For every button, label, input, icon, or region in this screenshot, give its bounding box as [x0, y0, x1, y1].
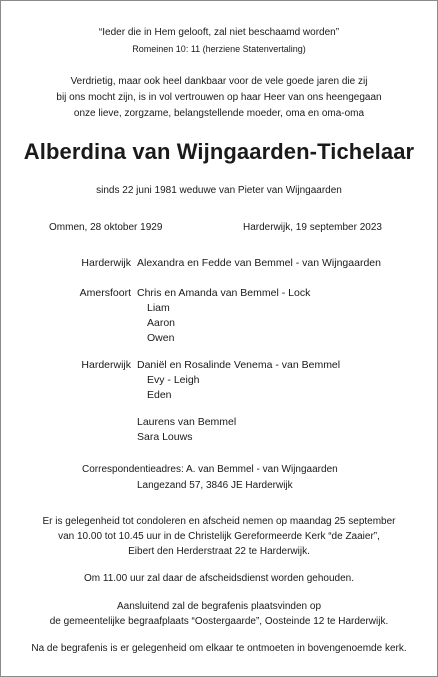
grandchild-name: Liam: [147, 302, 170, 314]
burial-line-2: de gemeentelijke begraafplaats “Oostergaarde”, Oosteinde 12 te Harderwijk.: [49, 616, 389, 627]
widow-line: sinds 22 juni 1981 weduwe van Pieter van Wijngaarden: [96, 185, 342, 196]
family-place: Amersfoort: [79, 287, 131, 299]
family-place: Harderwijk: [81, 257, 131, 269]
intro-line-3: onze lieve, zorgzame, belangstellende moeder, oma en oma-oma: [73, 108, 365, 119]
family-member: Daniël en Rosalinde Venema - van Bemmel: [137, 359, 341, 371]
service-line: Om 11.00 uur zal daar de afscheidsdienst worden gehouden.: [84, 573, 354, 584]
grandchild-name: Evy - Leigh: [147, 374, 200, 386]
family-member: Laurens van Bemmel: [137, 416, 237, 428]
grandchild-name: Owen: [147, 332, 175, 344]
birth-info: Ommen, 28 oktober 1929: [49, 222, 163, 233]
condolence-line-2: van 10.00 tot 10.45 uur in de Christelijk Gereformeerde Kerk “de Zaaier”,: [58, 531, 380, 542]
family-member: Chris en Amanda van Bemmel - Lock: [137, 287, 311, 299]
deceased-name: Alberdina van Wijngaarden-Tichelaar: [23, 139, 415, 164]
grandchild-name: Eden: [147, 389, 172, 401]
family-place: Harderwijk: [81, 359, 131, 371]
intro-line-1: Verdrietig, maar ook heel dankbaar voor de vele goede jaren die zij: [70, 76, 368, 87]
correspondence-address: Correspondentieadres: A. van Bemmel - van Wijngaarden: [82, 464, 338, 475]
family-member: Alexandra en Fedde van Bemmel - van Wijngaarden: [137, 257, 381, 269]
after-funeral-line: Na de begrafenis is er gelegenheid om elkaar te ontmoeten in bovengenoemde kerk.: [31, 643, 407, 654]
intro-line-2: bij ons mocht zijn, is in vol vertrouwen op haar Heer van ons heengegaan: [56, 92, 382, 103]
condolence-line-3: Eibert den Herderstraat 22 te Harderwijk.: [128, 546, 310, 557]
grandchild-name: Aaron: [147, 317, 176, 329]
death-info: Harderwijk, 19 september 2023: [243, 222, 382, 233]
family-member: Sara Louws: [137, 431, 193, 443]
correspondence-street: Langezand 57, 3846 JE Harderwijk: [137, 480, 293, 491]
burial-line-1: Aansluitend zal de begrafenis plaatsvinden op: [116, 601, 322, 612]
condolence-line-1: Er is gelegenheid tot condoleren en afscheid nemen op maandag 25 september: [42, 516, 396, 527]
bible-quote: “Ieder die in Hem gelooft, zal niet beschaamd worden”: [98, 27, 340, 38]
quote-source: Romeinen 10: 11 (herziene Statenvertaling): [132, 44, 306, 54]
